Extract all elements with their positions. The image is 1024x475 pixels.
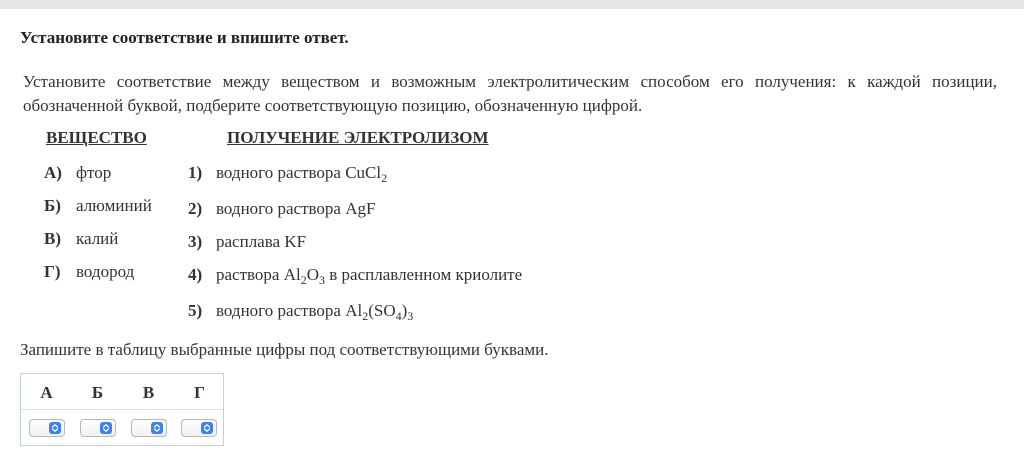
instruction-text: Запишите в таблицу выбранные цифры под соответствующими буквами. bbox=[20, 340, 549, 359]
answer-column-a: А bbox=[40, 383, 53, 402]
item-text: водного раствора AgF bbox=[216, 199, 376, 218]
item-marker: Г) bbox=[44, 262, 61, 281]
item-text: (SO bbox=[368, 301, 396, 320]
up-down-chevron-icon bbox=[201, 422, 213, 434]
answer-select-b[interactable] bbox=[80, 419, 116, 437]
up-down-chevron-icon bbox=[100, 422, 112, 434]
item-text: водород bbox=[76, 262, 135, 281]
item-marker: А) bbox=[44, 163, 62, 182]
item-marker: 2) bbox=[188, 199, 203, 218]
top-bar bbox=[0, 0, 1024, 9]
substance-item-g bbox=[44, 262, 134, 282]
up-down-chevron-icon bbox=[49, 422, 61, 434]
subscript: 2 bbox=[381, 171, 388, 185]
subscript: 2 bbox=[300, 273, 307, 287]
item-marker: В) bbox=[44, 229, 61, 248]
substance-item-b bbox=[44, 196, 152, 216]
up-down-chevron-icon bbox=[151, 422, 163, 434]
item-marker: 5) bbox=[188, 301, 203, 320]
item-text: фтор bbox=[76, 163, 112, 182]
item-marker: 4) bbox=[188, 265, 203, 284]
item-text: в расплавленном криолите bbox=[325, 265, 523, 284]
item-text: водного раствора Al bbox=[216, 301, 363, 320]
item-marker: 3) bbox=[188, 232, 203, 251]
item-text: алюминий bbox=[76, 196, 152, 215]
substance-item-a bbox=[44, 163, 111, 183]
method-item-2 bbox=[188, 199, 375, 219]
answer-select-g[interactable] bbox=[181, 419, 217, 437]
task-title: Установите соответствие и впишите ответ. bbox=[20, 28, 349, 47]
substance-item-v bbox=[44, 229, 118, 249]
item-marker: Б) bbox=[44, 196, 61, 215]
subscript: 3 bbox=[407, 309, 414, 323]
answer-column-v: В bbox=[142, 383, 155, 402]
answer-column-g: Г bbox=[194, 383, 205, 402]
method-item-3 bbox=[188, 232, 306, 252]
item-text: O bbox=[306, 265, 320, 284]
answer-column-b: Б bbox=[91, 383, 104, 402]
answer-select-v[interactable] bbox=[131, 419, 167, 437]
answer-select-a[interactable] bbox=[29, 419, 65, 437]
subscript: 3 bbox=[319, 273, 326, 287]
item-marker: 1) bbox=[188, 163, 203, 182]
method-item-5 bbox=[188, 301, 413, 321]
answer-table bbox=[20, 373, 224, 446]
method-item-1 bbox=[188, 163, 387, 183]
item-text: калий bbox=[76, 229, 119, 248]
item-text: расплава KF bbox=[216, 232, 307, 251]
subscript: 2 bbox=[362, 309, 369, 323]
column-header-substance: ВЕЩЕСТВО bbox=[46, 128, 147, 147]
item-text: водного раствора CuCl bbox=[216, 163, 382, 182]
column-header-electrolysis: ПОЛУЧЕНИЕ ЭЛЕКТРОЛИЗОМ bbox=[227, 128, 489, 147]
subscript: 4 bbox=[395, 309, 402, 323]
method-item-4 bbox=[188, 265, 522, 285]
question-text: Установите соответствие между веществом и возможным электролитическим способом его получения: к каждой позиции, обозначенной буквой, подберите соответствующую позицию, обозначенную цифрой. bbox=[23, 72, 997, 115]
item-text: ) bbox=[401, 301, 408, 320]
item-text: раствора Al bbox=[216, 265, 301, 284]
